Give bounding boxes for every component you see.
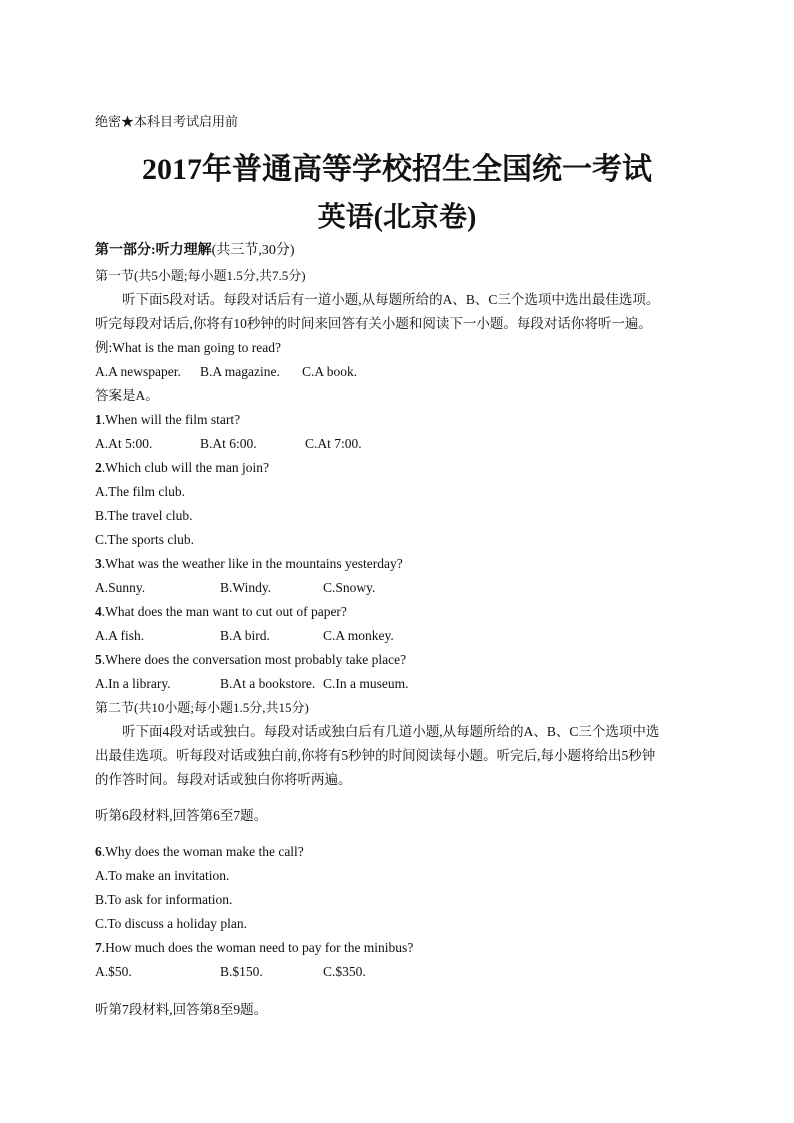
option-b: B.A bird. bbox=[220, 628, 270, 643]
part1-note: (共三节,30分) bbox=[211, 243, 295, 258]
question-5 bbox=[95, 652, 406, 668]
question-text: .What does the man want to cut out of paper? bbox=[101, 604, 347, 619]
section1-instruction-line1: 听下面5段对话。每段对话后有一道小题,从每题所给的A、B、C三个选项中选出最佳选项。 bbox=[122, 292, 660, 307]
question-text: .Why does the woman make the call? bbox=[101, 844, 304, 859]
option-a: A.In a library. bbox=[95, 676, 171, 691]
question-6 bbox=[95, 844, 304, 860]
option-c: C.A monkey. bbox=[323, 628, 394, 643]
question-number: 4 bbox=[95, 604, 102, 619]
question-text: .Which club will the man join? bbox=[101, 460, 269, 475]
option-b: B.At a bookstore. bbox=[220, 676, 316, 691]
option-a: A.Sunny. bbox=[95, 580, 146, 595]
option-b: B.The travel club. bbox=[95, 508, 193, 523]
option-c: C.$350. bbox=[323, 964, 366, 979]
question-number: 1 bbox=[95, 412, 102, 427]
option-c: C.Snowy. bbox=[323, 580, 376, 595]
example-option-c: C.A book. bbox=[302, 364, 358, 379]
question-number: 5 bbox=[95, 652, 102, 667]
option-a: A.At 5:00. bbox=[95, 436, 153, 451]
option-a: A.The film club. bbox=[95, 484, 185, 499]
option-b: B.$150. bbox=[220, 964, 263, 979]
confidential-notice: 绝密★本科目考试启用前 bbox=[95, 114, 239, 129]
option-b: B.To ask for information. bbox=[95, 892, 233, 907]
option-c: C.In a museum. bbox=[323, 676, 409, 691]
material-7-heading: 听第7段材料,回答第8至9题。 bbox=[95, 1002, 268, 1017]
option-c: C.The sports club. bbox=[95, 532, 194, 547]
part1-title: 第一部分:听力理解 bbox=[95, 243, 212, 258]
question-number: 3 bbox=[95, 556, 102, 571]
part1-heading bbox=[95, 243, 295, 259]
question-number: 2 bbox=[95, 460, 102, 475]
question-number: 6 bbox=[95, 844, 102, 859]
question-text: .When will the film start? bbox=[101, 412, 241, 427]
question-text: .How much does the woman need to pay for the minibus? bbox=[101, 940, 414, 955]
section2-instruction-line1: 听下面4段对话或独白。每段对话或独白后有几道小题,从每题所给的A、B、C三个选项中选 bbox=[122, 724, 660, 739]
option-b: B.At 6:00. bbox=[200, 436, 257, 451]
section2-heading: 第二节(共10小题;每小题1.5分,共15分) bbox=[95, 700, 309, 715]
question-number: 7 bbox=[95, 940, 102, 955]
section2-instruction-line2: 出最佳选项。听每段对话或独白前,你将有5秒钟的时间阅读每小题。听完后,每小题将给出5秒钟 bbox=[95, 748, 656, 763]
option-a: A.A fish. bbox=[95, 628, 145, 643]
option-a: A.To make an invitation. bbox=[95, 868, 230, 883]
question-3 bbox=[95, 556, 403, 572]
question-text: .Where does the conversation most probably take place? bbox=[101, 652, 407, 667]
section2-instruction-line3: 的作答时间。每段对话或独白你将听两遍。 bbox=[95, 772, 352, 787]
material-6-heading: 听第6段材料,回答第6至7题。 bbox=[95, 808, 268, 823]
question-4 bbox=[95, 604, 347, 620]
example-option-a: A.A newspaper. bbox=[95, 364, 181, 379]
example-answer: 答案是A。 bbox=[95, 388, 159, 403]
question-text: .What was the weather like in the mountains yesterday? bbox=[101, 556, 403, 571]
option-a: A.$50. bbox=[95, 964, 132, 979]
example-question: 例:What is the man going to read? bbox=[95, 340, 281, 355]
question-7 bbox=[95, 940, 413, 956]
option-c: C.To discuss a holiday plan. bbox=[95, 916, 248, 931]
section1-heading: 第一节(共5小题;每小题1.5分,共7.5分) bbox=[95, 268, 306, 283]
question-1 bbox=[95, 412, 240, 428]
option-b: B.Windy. bbox=[220, 580, 272, 595]
exam-title: 2017年普通高等学校招生全国统一考试 bbox=[142, 153, 652, 186]
option-c: C.At 7:00. bbox=[305, 436, 362, 451]
question-2 bbox=[95, 460, 269, 476]
exam-subtitle: 英语(北京卷) bbox=[317, 202, 477, 233]
example-option-b: B.A magazine. bbox=[200, 364, 280, 379]
section1-instruction-line2: 听完每段对话后,你将有10秒钟的时间来回答有关小题和阅读下一小题。每段对话你将听一遍。 bbox=[95, 316, 652, 331]
